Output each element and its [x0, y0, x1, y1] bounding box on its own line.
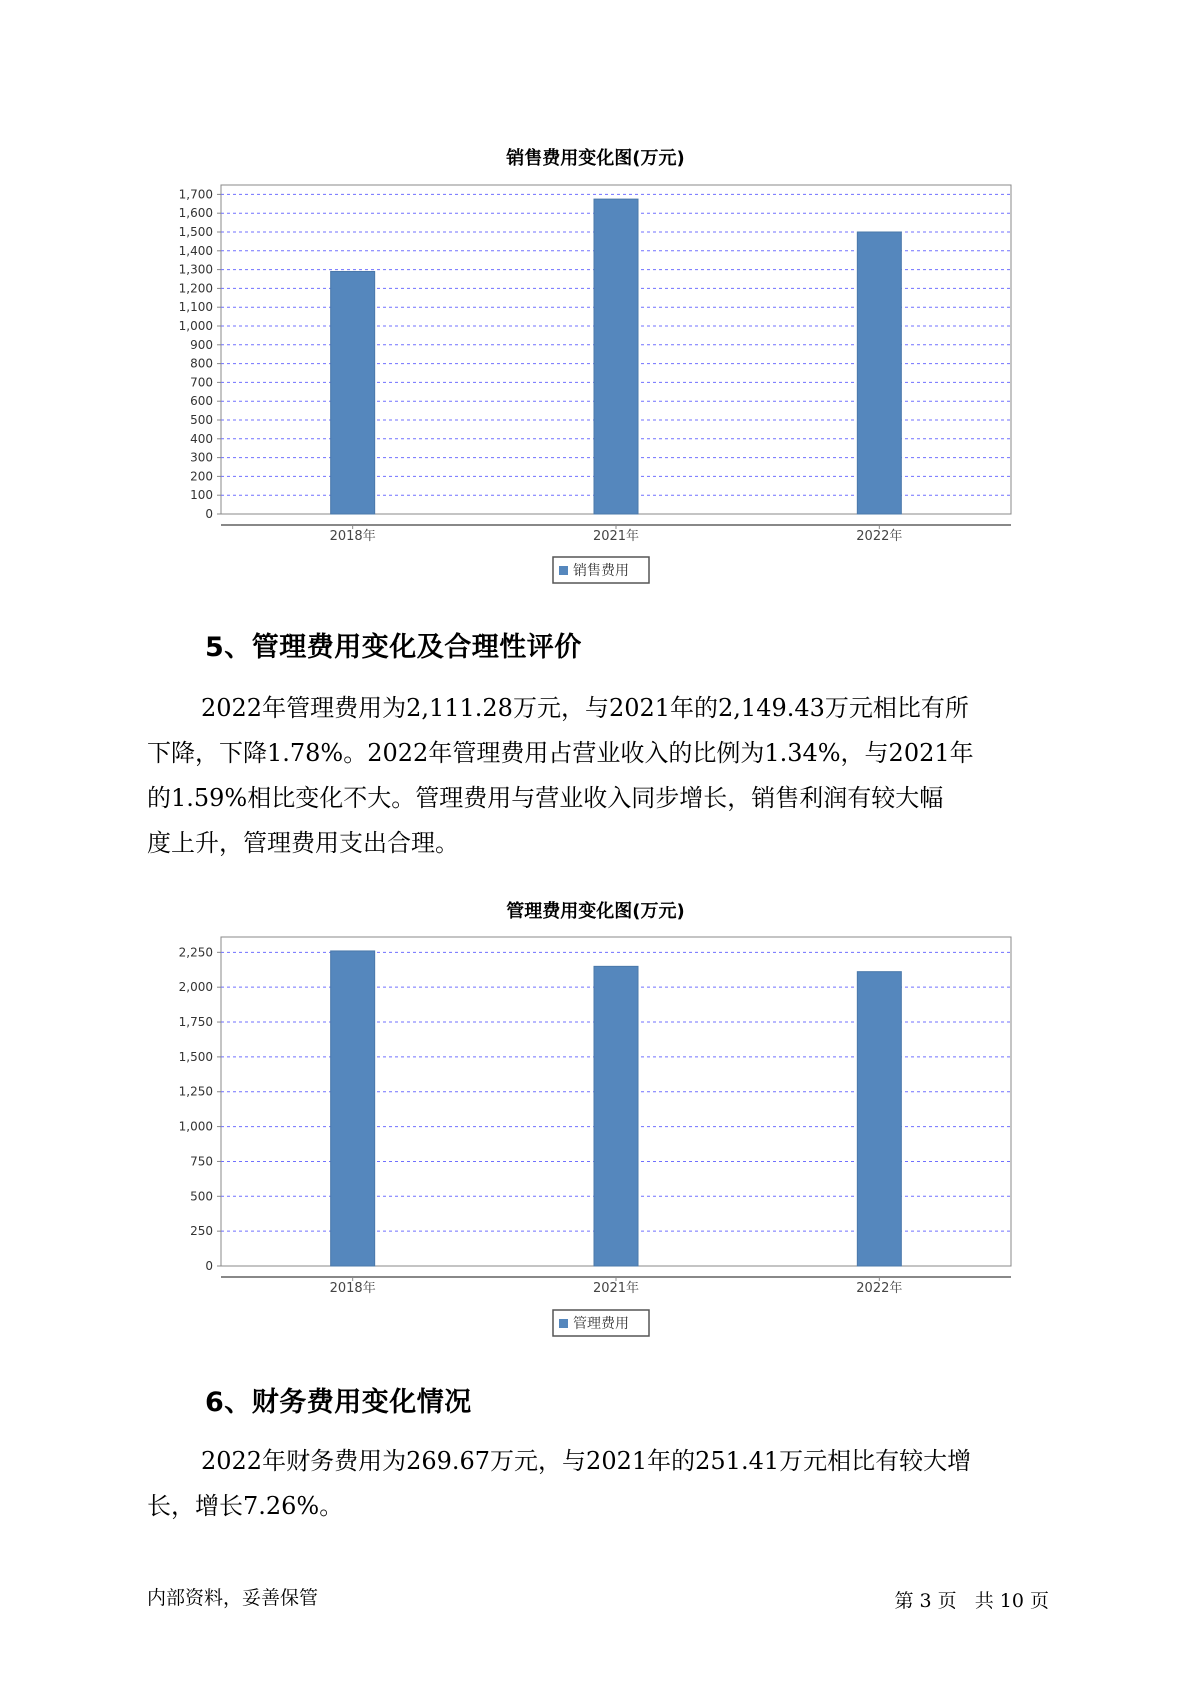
- y-tick-label: 1,500: [178, 225, 213, 239]
- bar: [594, 199, 638, 514]
- sales-chart-title: 销售费用变化图(万元): [506, 148, 685, 169]
- x-tick-label: 2018年: [329, 529, 376, 544]
- admin-chart-title: 管理费用变化图(万元): [506, 901, 685, 922]
- sales-chart: [0, 0, 1191, 600]
- bar: [331, 951, 375, 1266]
- legend-label: 销售费用: [573, 563, 629, 579]
- x-tick-label: 2022年: [856, 1281, 903, 1296]
- bar: [594, 966, 638, 1266]
- bar: [331, 271, 375, 514]
- paragraph-line: 的1.59%相比变化不大。管理费用与营业收入同步增长，销售利润有较大幅: [147, 784, 944, 812]
- y-tick-label: 250: [190, 1224, 213, 1239]
- y-tick-label: 750: [190, 1154, 213, 1169]
- total-pages-label: 共 10 页: [974, 1590, 1049, 1612]
- y-tick-label: 900: [190, 337, 213, 352]
- paragraph-line: 2022年管理费用为2,111.28万元，与2021年的2,149.43万元相比有所: [201, 694, 969, 722]
- y-tick-label: 1,750: [178, 1015, 213, 1030]
- y-tick-label: 400: [190, 431, 213, 446]
- y-tick-label: 2,000: [178, 980, 213, 995]
- paragraph-line: 2022年财务费用为269.67万元，与2021年的251.41万元相比有较大增: [201, 1447, 972, 1475]
- bar: [857, 232, 901, 514]
- paragraph-line: 长，增长7.26%。: [147, 1492, 344, 1520]
- y-tick-label: 1,000: [178, 1119, 213, 1134]
- admin-chart: [0, 750, 1191, 1350]
- y-tick-label: 1,500: [178, 1049, 213, 1064]
- y-tick-label: 1,000: [178, 319, 213, 333]
- y-tick-label: 1,700: [178, 187, 213, 202]
- bar: [857, 972, 901, 1266]
- x-tick-label: 2018年: [329, 1281, 376, 1296]
- y-tick-label: 0: [205, 1259, 213, 1273]
- y-tick-label: 200: [190, 469, 213, 484]
- section-6-paragraph: [147, 1439, 1052, 1529]
- legend-swatch: [559, 1319, 568, 1328]
- y-tick-label: 700: [190, 375, 213, 390]
- section-6-heading: 6、财务费用变化情况: [205, 1387, 472, 1418]
- y-tick-label: 600: [190, 394, 213, 409]
- y-tick-label: 1,300: [178, 262, 213, 277]
- x-tick-label: 2021年: [592, 1281, 640, 1296]
- y-tick-label: 100: [190, 488, 213, 503]
- x-tick-label: 2021年: [592, 529, 640, 544]
- section-5-heading: 5、管理费用变化及合理性评价: [205, 632, 582, 663]
- y-tick-label: 1,250: [178, 1084, 213, 1099]
- legend-label: 管理费用: [573, 1316, 629, 1332]
- x-tick-label: 2022年: [856, 529, 903, 544]
- y-tick-label: 0: [205, 507, 213, 521]
- y-tick-label: 1,100: [178, 300, 213, 315]
- y-tick-label: 2,250: [178, 945, 213, 960]
- y-tick-label: 300: [190, 450, 213, 465]
- y-tick-label: 1,600: [178, 206, 213, 221]
- footer-confidential-note: 内部资料，妥善保管: [147, 1587, 319, 1609]
- y-tick-label: 1,200: [178, 281, 213, 296]
- paragraph-line: 下降，下降1.78%。2022年管理费用占营业收入的比例为1.34%，与2021年: [147, 739, 974, 767]
- footer-page-number: [894, 1586, 1049, 1613]
- y-tick-label: 500: [190, 1189, 213, 1204]
- page-label: 第 3 页: [894, 1590, 957, 1612]
- paragraph-line: 度上升，管理费用支出合理。: [147, 829, 459, 857]
- y-tick-label: 800: [190, 356, 213, 371]
- y-tick-label: 1,400: [178, 243, 213, 258]
- legend-swatch: [559, 566, 568, 575]
- y-tick-label: 500: [190, 413, 213, 427]
